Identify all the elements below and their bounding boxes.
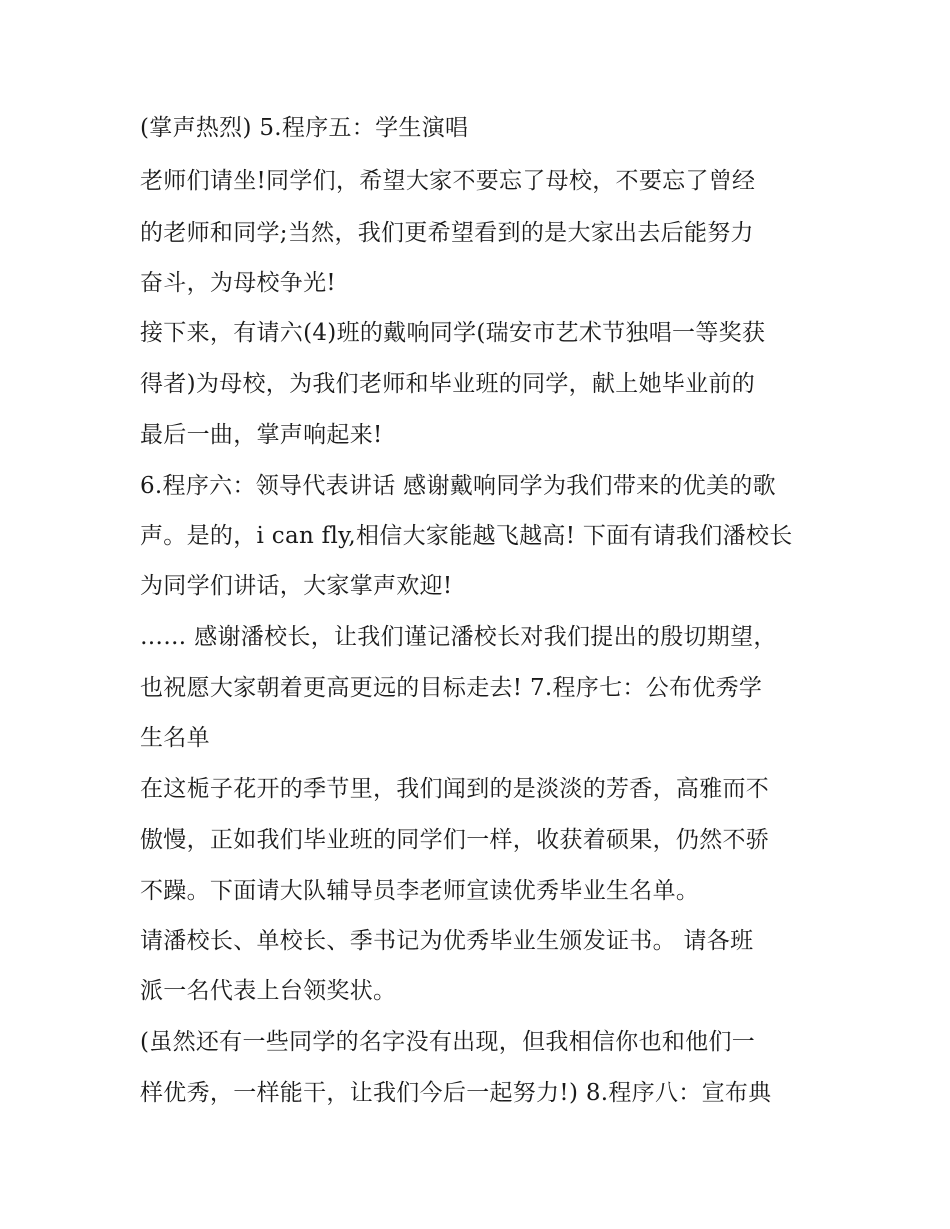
text-line: (掌声热烈) 5.程序五：学生演唱	[140, 115, 469, 141]
text-line: …… 感谢潘校长，让我们谨记潘校长对我们提出的殷切期望，	[140, 624, 777, 650]
text-line: (虽然还有一些同学的名字没有出现，但我相信你也和他们一	[140, 1029, 756, 1055]
text-line: 奋斗，为母校争光!	[140, 270, 336, 296]
text-line: 派一名代表上台领奖状。	[140, 978, 397, 1004]
text-line: 老师们请坐!同学们，希望大家不要忘了母校，不要忘了曾经	[140, 168, 756, 194]
text-line: 生名单	[140, 725, 210, 751]
text-line: 得者)为母校，为我们老师和毕业班的同学，献上她毕业前的	[140, 371, 756, 397]
text-line: 为同学们讲话，大家掌声欢迎!	[140, 573, 453, 599]
text-line: 样优秀，一样能干，让我们今后一起努力!) 8.程序八：宣布典	[140, 1080, 772, 1106]
text-line: 傲慢，正如我们毕业班的同学们一样，收获着硕果，仍然不骄	[140, 827, 770, 853]
text-line: 的老师和同学;当然，我们更希望看到的是大家出去后能努力	[140, 220, 754, 246]
text-line: 最后一曲，掌声响起来!	[140, 422, 383, 448]
text-line: 也祝愿大家朝着更高更远的目标走去! 7.程序七：公布优秀学	[140, 675, 763, 701]
text-line: 不躁。下面请大队辅导员李老师宣读优秀毕业生名单。	[140, 878, 700, 904]
text-line: 6.程序六：领导代表讲话 感谢戴响同学为我们带来的优美的歌	[140, 473, 776, 499]
text-line: 接下来，有请六(4)班的戴响同学(瑞安市艺术节独唱一等奖获	[140, 320, 766, 346]
text-line: 请潘校长、单校长、季书记为优秀毕业生颁发证书。 请各班	[140, 928, 754, 954]
text-line: 声。是的，i can fly,相信大家能越飞越高! 下面有请我们潘校长	[140, 523, 793, 549]
text-line: 在这栀子花开的季节里，我们闻到的是淡淡的芳香，高雅而不	[140, 776, 770, 802]
